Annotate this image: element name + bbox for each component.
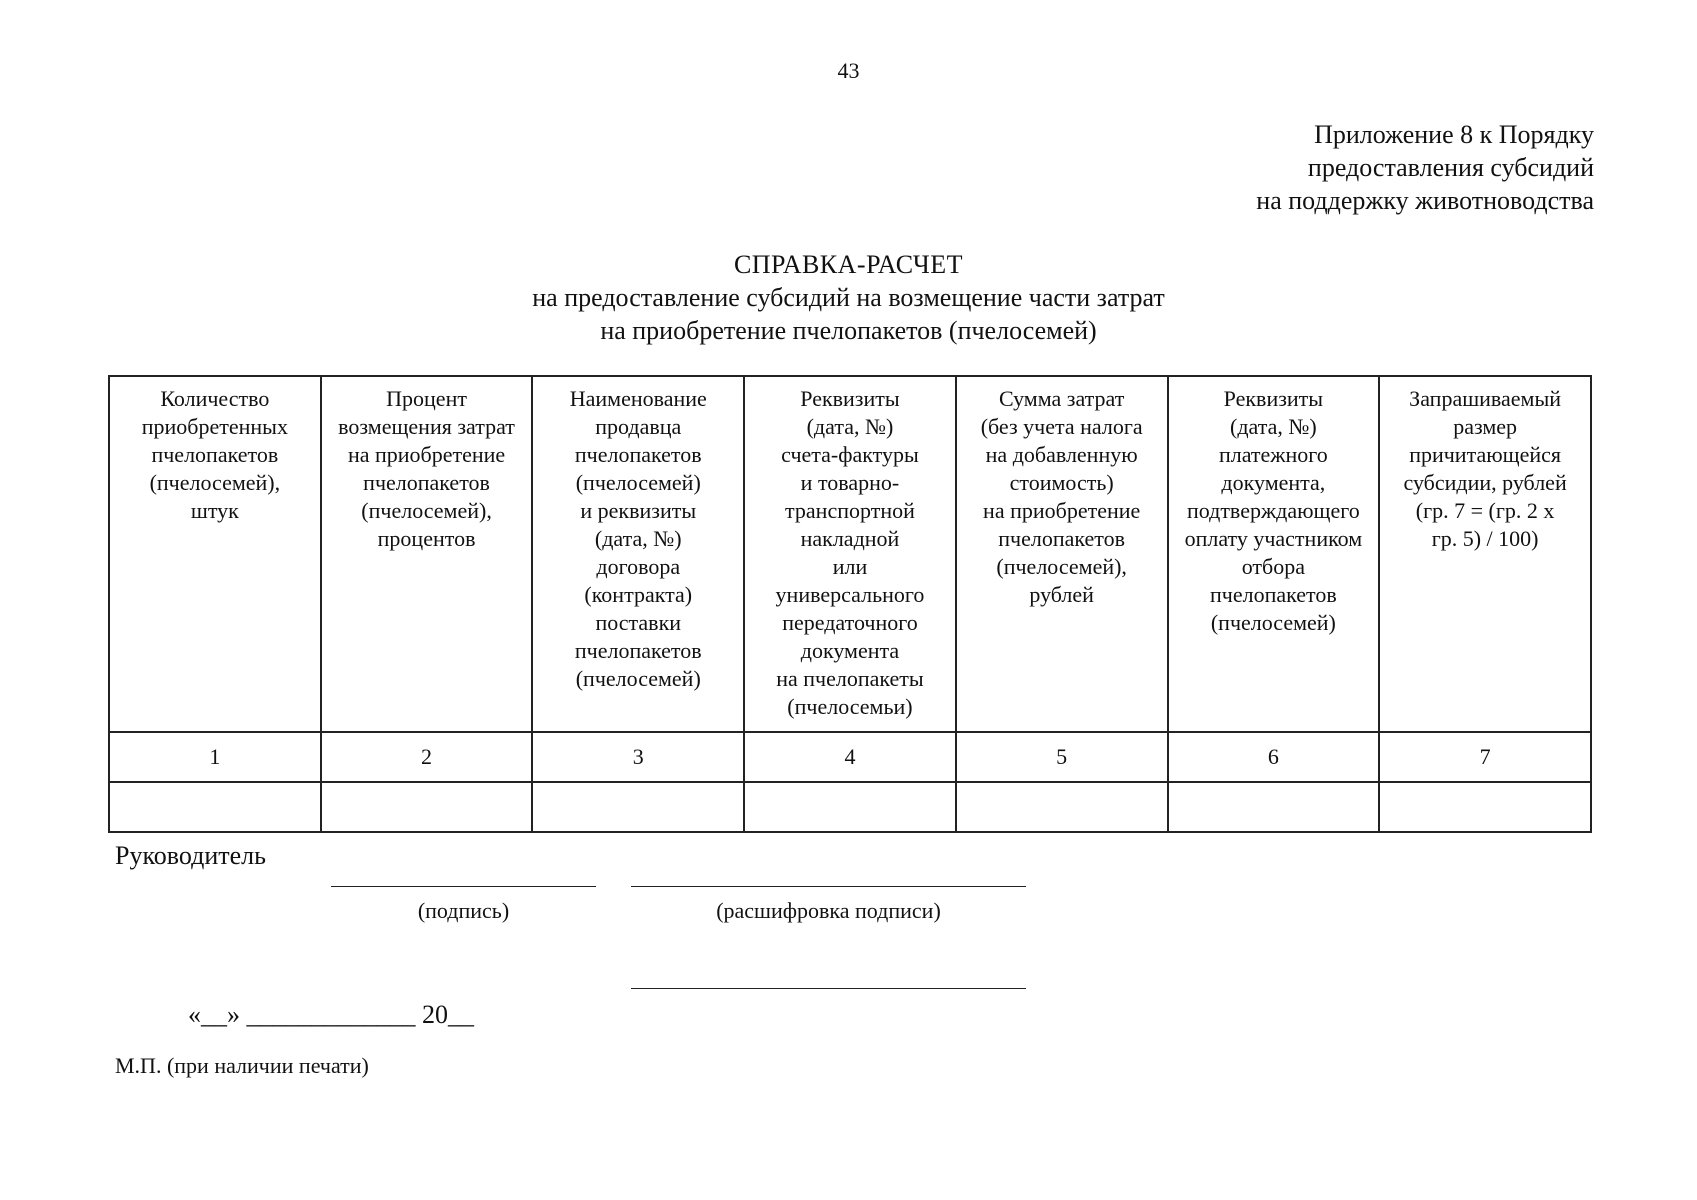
signature-decoding-caption: (расшифровка подписи) [716, 898, 941, 923]
table-header-row [109, 376, 1591, 732]
header-line: субсидии, рублей [1403, 470, 1567, 495]
header-line: универсального [775, 582, 925, 607]
header-line: штук [190, 498, 239, 523]
header-line: (контракта) [584, 582, 693, 607]
header-line: рублей [1029, 582, 1094, 607]
header-line: договора [596, 554, 681, 579]
document-title [0, 248, 1697, 347]
table-data-row [109, 782, 1591, 832]
header-line: на добавленную [985, 442, 1138, 467]
header-line: пчелопакетов [574, 638, 702, 663]
signature-decoding-line[interactable] [631, 886, 1026, 887]
header-line: пчелопакетов [1209, 582, 1337, 607]
header-cell-cost [956, 376, 1168, 732]
annex-note [1256, 118, 1594, 217]
header-line: (пчелосемьи) [787, 694, 913, 719]
data-cell[interactable] [956, 782, 1168, 832]
header-line: (пчелосемей), [361, 498, 492, 523]
header-line: стоимость) [1009, 470, 1114, 495]
header-line: Процент [386, 386, 467, 411]
header-line: подтверждающего [1186, 498, 1360, 523]
header-line: на приобретение [983, 498, 1141, 523]
column-number: 3 [532, 732, 744, 782]
header-line: и реквизиты [580, 498, 697, 523]
calculation-table [108, 375, 1592, 833]
header-line: (пчелосемей) [1210, 610, 1336, 635]
date-line[interactable]: «__» _____________ 20__ [188, 1000, 474, 1029]
header-line: (дата, №) [594, 526, 682, 551]
header-cell-payment [1168, 376, 1380, 732]
header-line: (пчелосемей) [575, 666, 701, 691]
header-line: Наименование [569, 386, 707, 411]
column-number: 5 [956, 732, 1168, 782]
header-line: (пчелосемей), [996, 554, 1127, 579]
header-line: (дата, №) [806, 414, 894, 439]
header-line: Запрашиваемый [1409, 386, 1562, 411]
data-cell[interactable] [321, 782, 533, 832]
header-cell-percent [321, 376, 533, 732]
header-line: пчелопакетов [574, 442, 702, 467]
header-line: Количество [160, 386, 270, 411]
data-cell[interactable] [744, 782, 956, 832]
document-title-main: СПРАВКА-РАСЧЕТ [733, 250, 964, 279]
header-line: (пчелосемей) [575, 470, 701, 495]
header-line: передаточного [782, 610, 918, 635]
column-number: 2 [321, 732, 533, 782]
header-line: размер [1453, 414, 1518, 439]
header-cell-invoice [744, 376, 956, 732]
header-line: поставки [595, 610, 682, 635]
column-number-row [109, 732, 1591, 782]
data-cell[interactable] [1168, 782, 1380, 832]
annex-line: Приложение 8 к Порядку [1314, 120, 1594, 149]
header-line: платежного [1218, 442, 1328, 467]
header-cell-subsidy [1379, 376, 1591, 732]
header-line: процентов [377, 526, 476, 551]
header-line: пчелопакетов [998, 526, 1126, 551]
stamp-note: М.П. (при наличии печати) [115, 1053, 369, 1078]
header-line: на пчелопакеты [776, 666, 924, 691]
annex-line: предоставления субсидий [1307, 153, 1594, 182]
annex-line: на поддержку животноводства [1256, 186, 1594, 215]
header-line: оплату участником [1184, 526, 1363, 551]
header-line: счета-фактуры [781, 442, 919, 467]
header-line: (гр. 7 = (гр. 2 х [1415, 498, 1555, 523]
header-line: пчелопакетов [363, 470, 490, 495]
header-line: документа [800, 638, 900, 663]
header-line: (дата, №) [1230, 414, 1317, 439]
column-number: 1 [109, 732, 321, 782]
header-line: отбора [1241, 554, 1306, 579]
header-line: приобретенных [141, 414, 288, 439]
header-line: гр. 5) / 100) [1431, 526, 1539, 551]
data-cell[interactable] [1379, 782, 1591, 832]
header-line: пчелопакетов [151, 442, 279, 467]
document-title-line: на предоставление субсидий на возмещение части затрат [532, 283, 1165, 312]
header-line: на приобретение [347, 442, 506, 467]
signature-caption: (подпись) [417, 898, 510, 923]
header-line: (без учета налога [980, 414, 1143, 439]
header-line: Реквизиты [800, 386, 900, 411]
header-line: транспортной [785, 498, 915, 523]
column-number: 7 [1379, 732, 1591, 782]
header-line: причитающейся [1409, 442, 1562, 467]
header-cell-seller [532, 376, 744, 732]
column-number: 6 [1168, 732, 1380, 782]
header-line: Реквизиты [1223, 386, 1324, 411]
header-line: и товарно- [800, 470, 900, 495]
data-cell[interactable] [532, 782, 744, 832]
header-line: продавца [595, 414, 682, 439]
page-number: 43 [837, 58, 860, 83]
header-line: Сумма затрат [998, 386, 1125, 411]
head-label: Руководитель [115, 841, 266, 870]
extra-signature-line[interactable] [631, 988, 1026, 989]
header-line: возмещения затрат [338, 414, 515, 439]
header-line: документа, [1221, 470, 1326, 495]
header-line: или [832, 554, 868, 579]
header-cell-quantity [109, 376, 321, 732]
signature-line[interactable] [331, 886, 596, 887]
header-line: накладной [800, 526, 900, 551]
column-number: 4 [744, 732, 956, 782]
document-title-line: на приобретение пчелопакетов (пчелосемей) [600, 316, 1097, 345]
header-line: (пчелосемей), [149, 470, 281, 495]
data-cell[interactable] [109, 782, 321, 832]
